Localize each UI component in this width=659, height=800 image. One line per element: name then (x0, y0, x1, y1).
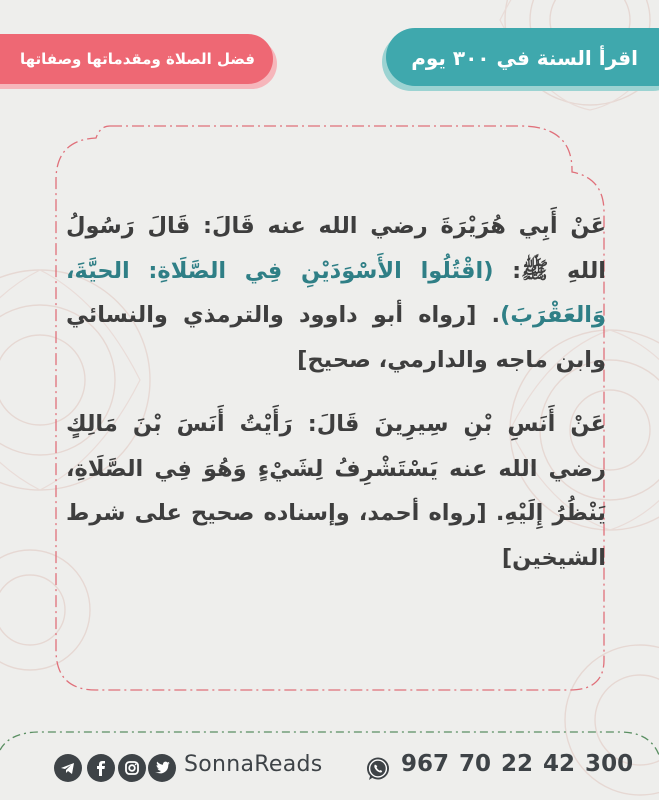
brand-name: SonnaReads (184, 752, 323, 777)
hadith-2-source: [رواه أحمد، وإسناده صحيح على شرط الشيخين] (66, 500, 606, 571)
twitter-icon[interactable] (148, 754, 176, 782)
hadith-2 (66, 402, 606, 580)
hadith-1-quote: (اقْتُلُوا الأَسْوَدَيْنِ فِي الصَّلَاةِ: الحيَّةَ، وَالعَقْرَبَ) (66, 257, 606, 328)
facebook-icon[interactable] (87, 754, 115, 782)
topic-title: فضل الصلاة ومقدماتها وصفاتها (19, 50, 255, 68)
series-title-pill (386, 28, 659, 86)
whatsapp-icon[interactable] (364, 755, 392, 783)
phone-number: 967 70 22 42 300 (401, 751, 634, 777)
instagram-icon[interactable] (118, 754, 146, 782)
hadith-1 (66, 204, 606, 382)
topic-pill (0, 34, 273, 84)
footer (0, 742, 659, 792)
hadith-2-lead: عَنْ أَنَسِ بْنِ سِيرِينَ قَالَ: رَأَيْتُ أَنَسَ بْنَ مَالِكٍ رضي الله عنه يَسْتَشْرِفُ لِشَيْءٍ وَهُوَ فِي الصَّلَاةِ، يَنْظُرُ إِلَيْهِ. (66, 411, 606, 526)
series-title: اقرأ السنة في ٣٠٠ يوم (411, 46, 638, 70)
hadith-1-lead: عَنْ أَبِي هُرَيْرَةَ رضي الله عنه قَالَ: قَالَ رَسُولُ اللهِ ﷺ: (66, 213, 606, 284)
hadith-content (66, 204, 606, 580)
hadith-1-source: . [رواه أبو داوود والترمذي والنسائي وابن ماجه والدارمي، صحيح] (66, 302, 606, 373)
telegram-icon[interactable] (54, 754, 82, 782)
